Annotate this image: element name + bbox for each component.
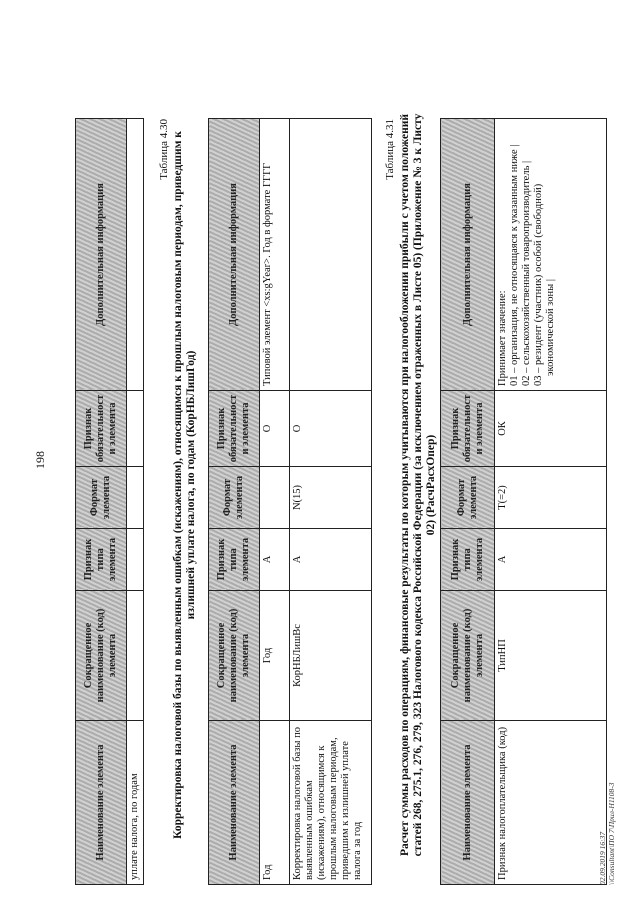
header-format: Формат элемента <box>209 467 260 529</box>
header-code: Сокращенное наименование (код) элемента <box>441 591 495 721</box>
table-header <box>441 119 495 885</box>
table-label: Таблица 4.30 <box>158 119 170 180</box>
footer-path: \\Consultant\ПО 7\Прил-Н1108-3 <box>607 782 616 885</box>
cell-type: А <box>260 529 290 591</box>
table-prev-header <box>76 119 127 885</box>
table-label: Таблица 4.31 <box>384 119 396 180</box>
cell-required: О <box>260 391 290 467</box>
header-type: Признак типа элемента <box>441 529 495 591</box>
table-header <box>209 119 260 885</box>
cell-format: N(15) <box>290 467 372 529</box>
page-number: 198 <box>33 451 47 469</box>
cell-name: Год <box>260 721 290 885</box>
table-prev <box>75 118 144 885</box>
header-name: Наименование элемента <box>209 721 260 885</box>
cell-info <box>290 119 372 391</box>
option-01: 01 – организация, не относящаяся к указанным ниже | <box>509 144 520 386</box>
cell-required: ОК <box>495 391 607 467</box>
cell-format <box>260 467 290 529</box>
header-info: Дополнительная информация <box>209 119 260 391</box>
table-4-30 <box>208 118 372 885</box>
table-title: Корректировка налоговой базы по выявленным ошибкам (искажениям), относящимся к прошлым налоговым периодам, приведшим к излишней уплате налога, по годам (КорНБЛишГод) <box>172 131 197 839</box>
info-intro: Принимает значение: <box>497 290 508 386</box>
table-4-31 <box>440 118 607 885</box>
header-required: Признак обязательности элемента <box>209 391 260 467</box>
header-code: Сокращенное наименование (код) элемента <box>209 591 260 721</box>
header-name: Наименование элемента <box>76 721 127 885</box>
header-code: Сокращенное наименование (код) элемента <box>76 591 127 721</box>
cell-info <box>495 119 607 391</box>
table-title: Расчет суммы расходов по операциям, финансовые результаты по которым учитываются при налогообложении прибыли с учетом положений статей 268, 275.1, 276, 279, 323 Налогового кодекса Российской Федерации (за исключением отраженных в Листе 05) (Приложение № 3 к Листу 02) (РасчРасхОпер) <box>399 113 437 857</box>
cell-name: Признак налогоплательщика (код) <box>495 721 607 885</box>
footer-timestamp: 02.09.2019 16:37 <box>598 831 607 885</box>
cell-info <box>127 119 144 391</box>
table-row <box>127 119 144 885</box>
header-format: Формат элемента <box>441 467 495 529</box>
header-required: Признак обязательности элемента <box>441 391 495 467</box>
option-02: 02 – сельскохозяйственный товаропроизводитель | <box>521 160 532 386</box>
cell-required: О <box>290 391 372 467</box>
cell-code <box>127 591 144 721</box>
header-type: Признак типа элемента <box>209 529 260 591</box>
cell-code: ТипНП <box>495 591 607 721</box>
cell-required <box>127 391 144 467</box>
cell-type: А <box>290 529 372 591</box>
cell-format: T(=2) <box>495 467 607 529</box>
cell-code: Год <box>260 591 290 721</box>
header-required: Признак обязательности элемента <box>76 391 127 467</box>
cell-code: КорНБЛишВс <box>290 591 372 721</box>
table-row <box>495 119 607 885</box>
header-info: Дополнительная информация <box>76 119 127 391</box>
footer <box>598 782 616 885</box>
header-type: Признак типа элемента <box>76 529 127 591</box>
table-row <box>290 119 372 885</box>
cell-type: А <box>495 529 607 591</box>
header-name: Наименование элемента <box>441 721 495 885</box>
cell-format <box>127 467 144 529</box>
cell-name: уплате налога, по годам <box>127 721 144 885</box>
cell-info: Типовой элемент <xs:gYear>. Год в формате ГГГГ <box>260 119 290 391</box>
cell-type <box>127 529 144 591</box>
header-info: Дополнительная информация <box>441 119 495 391</box>
table-row <box>260 119 290 885</box>
option-03: 03 – резидент (участник) особой (свободной) экономической зоны | <box>533 183 556 386</box>
header-format: Формат элемента <box>76 467 127 529</box>
cell-name: Корректировка налоговой базы по выявленным ошибкам (искажениям), относящимся к прошлым налоговым периодам, приведшим к излишней уплате налога за год <box>290 721 372 885</box>
